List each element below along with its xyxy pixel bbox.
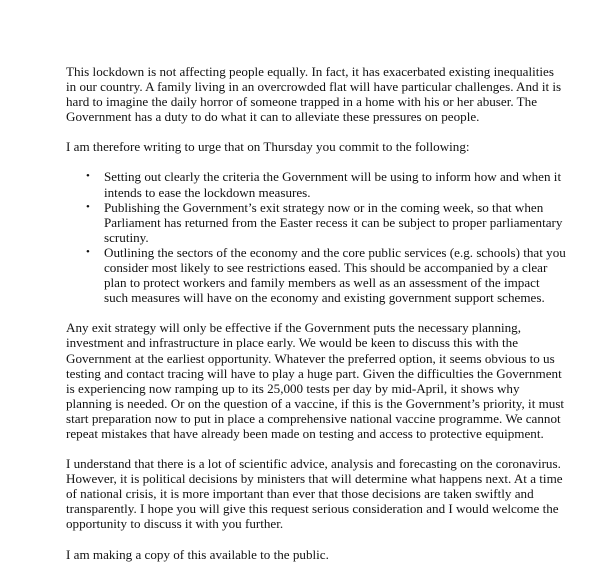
list-item-text: Outlining the sectors of the economy and the core public services (e.g. schools) that you consider most likely to see restrictions eased. This should be accompanied by a clear plan to protect workers and family members as well as an assessment of the impact such measures will have on the economy and existing government support schemes. xyxy=(104,244,566,306)
bullet-icon: • xyxy=(86,245,90,258)
paragraph-request-intro: I am therefore writing to urge that on Thursday you commit to the following: xyxy=(66,139,470,155)
paragraph-inequalities: This lockdown is not affecting people equally. In fact, it has exacerbated existing inequalities in our country. A family living in an overcrowded flat will have particular challenges. And it is hard to imagine the daily horror of someone trapped in a home with his or her abuser. The Government has a duty to do what it can to alleviate these pressures on people. xyxy=(66,64,562,125)
request-list xyxy=(66,169,566,305)
list-item xyxy=(66,169,566,199)
bullet-icon: • xyxy=(86,170,90,183)
paragraph-political-decisions: I understand that there is a lot of scientific advice, analysis and forecasting on the coronavirus. However, it is political decisions by ministers that will determine what happens next. At a time of national crisis, it is more important than ever that those decisions are taken swiftly and transparently. I hope you will give this request serious consideration and I would welcome the opportunity to discuss it with you further. xyxy=(66,456,563,532)
list-item-text: Publishing the Government’s exit strategy now or in the coming week, so that when Parliament has returned from the Easter recess it can be subject to proper parliamentary scrutiny. xyxy=(104,199,563,245)
paragraph-public-copy: I am making a copy of this available to the public. xyxy=(66,546,329,562)
letter-body xyxy=(66,64,566,577)
list-item xyxy=(66,245,566,305)
paragraph-exit-strategy: Any exit strategy will only be effective if the Government puts the necessary planning, investment and infrastructure in place early. We would be keen to discuss this with the Government at the earliest opportunity. Whatever the preferred option, it seems obvious to us testing and contact tracing will have to play a huge part. Given the difficulties the Government is experiencing now ramping up to its 25,000 tests per day by mid-April, it shows why planning is needed. Or on the question of a vaccine, if this is the Government’s priority, it must start preparation now to put in place a comprehensive national vaccine programme. We cannot repeat mistakes that have already been made on testing and access to protective equipment. xyxy=(66,320,565,441)
list-item xyxy=(66,200,566,245)
list-item-text: Setting out clearly the criteria the Government will be using to inform how and when it intends to ease the lockdown measures. xyxy=(104,169,562,200)
bullet-icon: • xyxy=(86,200,90,213)
